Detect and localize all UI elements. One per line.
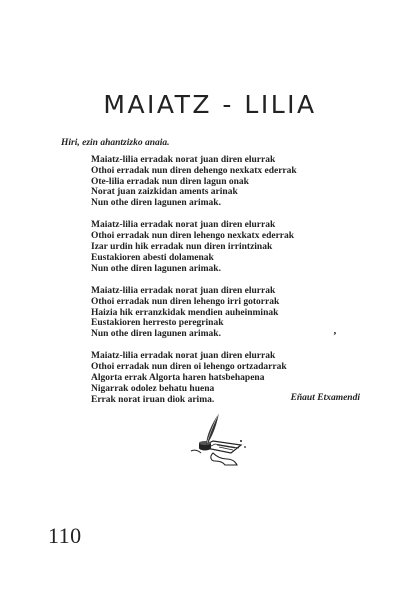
- verse-line: Errak norat iruan diok arima.: [91, 394, 215, 405]
- verse-line: Maiatz-lilia erradak norat juan diren elurrak: [91, 155, 276, 165]
- verse-line: Othoi erradak nun diren dehengo nexkatx ederrak: [91, 165, 297, 176]
- page-number: 110: [48, 523, 82, 548]
- poem-title: MAIATZ - LILIA: [103, 90, 317, 119]
- verse-line: Nigarrak odolez behatu huena: [91, 383, 215, 394]
- stanza: [91, 286, 391, 340]
- quill-inkwell-scroll-icon: [183, 407, 253, 467]
- verse-line: Nun othe diren lagunen arimak.: [91, 198, 221, 209]
- author-signature: Eñaut Etxamendi: [290, 393, 360, 403]
- margin-mark: ʼ: [333, 330, 337, 342]
- stanza: [91, 220, 391, 274]
- verse-line: Othoi erradak nun diren oi lehengo ortzadarrak: [91, 362, 287, 373]
- stanza: [91, 155, 391, 209]
- verse-line: Ote-lilia erradak nun diren lagun onak: [91, 176, 249, 187]
- verse-line: Othoi erradak nun diren lehengo nexkatx ederrak: [91, 231, 295, 242]
- verse-line: Norat juan zaizkidan aments arinak: [91, 187, 238, 198]
- dedication: Hiri, ezin ahantzizko anaia.: [61, 138, 170, 148]
- verse-line: Haizia hik erranzkidak mendien auheinminak: [91, 307, 279, 318]
- verse-line: Nun othe diren lagunen arimak.: [91, 263, 221, 274]
- verse-line: Eustakioren herresto peregrinak: [91, 318, 224, 329]
- verse-line: Eustakioren abesti dolamenak: [91, 252, 214, 263]
- verse-line: Izar urdin hik erradak nun diren irrintzinak: [91, 242, 273, 253]
- poem-body: [91, 155, 391, 417]
- verse-line: Maiatz-lilia erradak norat juan diren elurrak: [91, 220, 276, 231]
- verse-line: Algorta errak Algorta haren hatsbehapena: [91, 373, 265, 384]
- verse-line: Othoi erradak nun diren lehengo irri gotorrak: [91, 296, 280, 307]
- verse-line: Maiatz-lilia erradak norat juan diren elurrak: [91, 285, 276, 296]
- verse-line: Maiatz-lilia erradak norat juan diren elurrak: [91, 351, 276, 362]
- verse-line: Nun othe diren lagunen arimak.: [91, 329, 221, 340]
